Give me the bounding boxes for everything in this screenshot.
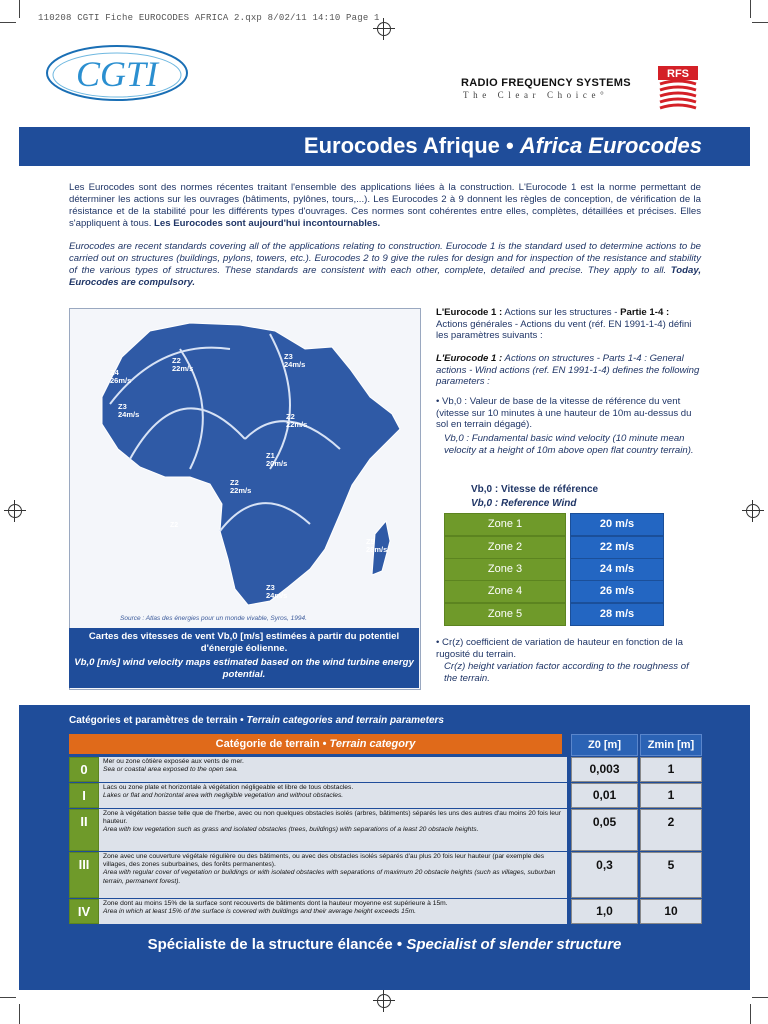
terrain-row-zmin: 1 bbox=[640, 757, 702, 782]
rfs-tagline: The Clear Choice° bbox=[463, 90, 609, 100]
terrain-row-id: II bbox=[69, 809, 99, 851]
crop-mark bbox=[0, 997, 16, 998]
crop-mark bbox=[19, 1004, 20, 1024]
terrain-row-z0: 0,3 bbox=[571, 852, 638, 898]
map-zone-label: Z2 22m/s bbox=[286, 412, 308, 429]
map-zone-label: Z3 24m/s bbox=[266, 583, 288, 600]
map-zone-label: Z2 22m/s bbox=[172, 356, 194, 373]
terrain-row-description: Zone dont au moins 15% de la surface sont recouverts de bâtiments dont la hauteur moyenne est supérieure à 15m. Area in which at least 15% of the surface is covered with buildings and their average height exceeds 15m. bbox=[99, 899, 567, 924]
terrain-row-z0: 1,0 bbox=[571, 899, 638, 924]
eurocode-description-french: L'Eurocode 1 : Actions sur les structures - Partie 1-4 : Actions générales - Actions du vent (réf. EN 1991-1-4) défini les paramètres suivants : bbox=[436, 307, 692, 341]
rfs-logo-text: RFS bbox=[667, 68, 689, 80]
crop-mark bbox=[0, 22, 16, 23]
map-zone-label: Z3 24m/s bbox=[284, 352, 306, 369]
crop-mark bbox=[750, 0, 751, 18]
crz-english: Cr(z) height variation factor according to the roughness of the terrain. bbox=[444, 661, 689, 684]
crop-mark bbox=[750, 1004, 751, 1024]
terrain-row-id: I bbox=[69, 783, 99, 808]
zone-speed: 26 m/s bbox=[570, 580, 664, 603]
terrain-row-id: III bbox=[69, 852, 99, 898]
zone-speed: 20 m/s bbox=[570, 513, 664, 536]
zone-label: Zone 1 bbox=[444, 513, 566, 536]
zone-label: Zone 3 bbox=[444, 558, 566, 581]
terrain-row-description: Mer ou zone côtière exposée aux vents de mer. Sea or coastal area exposed to the open sea. bbox=[99, 757, 567, 782]
cgti-logo bbox=[44, 42, 190, 104]
map-caption bbox=[69, 628, 419, 688]
terrain-row-description: Zone à végétation basse telle que de l'herbe, avec ou non quelques obstacles isolés (arbres, bâtiments) séparés les uns des autres d'au moins 20 fois leur hauteur. Area with low vegetation such as grass and isolated obstacles (trees, buildings) with separations of a least 20 obstacle heights. bbox=[99, 809, 567, 851]
map-caption-english: Vb,0 [m/s] wind velocity maps estimated based on the wind turbine energy potential. bbox=[74, 657, 414, 680]
terrain-row-id: IV bbox=[69, 899, 99, 924]
terrain-row-z0: 0,003 bbox=[571, 757, 638, 782]
terrain-row-zmin: 1 bbox=[640, 783, 702, 808]
map-zone-label: Z4 26m/s bbox=[110, 368, 132, 385]
zones-table-title: Vb,0 : Vitesse de référence Vb,0 : Reference Wind bbox=[471, 484, 599, 509]
registration-mark bbox=[742, 500, 764, 522]
page-title: Eurocodes Afrique • Africa Eurocodes bbox=[303, 133, 702, 158]
crz-definition bbox=[436, 637, 700, 685]
terrain-row-description: Zone avec une couverture végétale régulière ou des bâtiments, ou avec des obstacles isolés séparés d'au plus 20 fois leur hauteur (par exemple des villages, des zones suburbaines, des forêts permanentes). Area with regular cover of vegetation or buildings or with isolated obstacles with separations of maximum 20 obstacle heights (such as villages, suburban terrain, permanent forest). bbox=[99, 852, 567, 898]
rfs-company-name: RADIO FREQUENCY SYSTEMS bbox=[461, 77, 631, 89]
cgti-logo-text: CGTI bbox=[75, 54, 159, 94]
crop-mark bbox=[19, 0, 20, 18]
map-zone-label: Z1 20m/s bbox=[266, 451, 288, 468]
terrain-row-zmin: 10 bbox=[640, 899, 702, 924]
map-zone-label: Z2 22m/s bbox=[230, 478, 252, 495]
svg-text:Z2: Z2 bbox=[170, 522, 179, 529]
registration-mark bbox=[373, 18, 395, 40]
footer-slogan: Spécialiste de la structure élancée • Specialist of slender structure bbox=[147, 936, 622, 953]
zone-label: Zone 5 bbox=[444, 603, 566, 626]
zone-label: Zone 2 bbox=[444, 536, 566, 559]
title-banner bbox=[19, 127, 750, 166]
zmin-column-header: Zmin [m] bbox=[640, 734, 702, 756]
eurocode-description-english: L'Eurocode 1 : Actions on structures - Parts 1-4 : General actions - Wind actions (ref. EN 1991-1-4) defines the following parameters : bbox=[436, 353, 700, 387]
crop-mark bbox=[752, 22, 768, 23]
zone-label: Zone 4 bbox=[444, 580, 566, 603]
zone-speed: 22 m/s bbox=[570, 536, 664, 559]
zone-speed: 24 m/s bbox=[570, 558, 664, 581]
vb-definition-english: Vb,0 : Fundamental basic wind velocity (10 minute mean velocity at a height of 10m above open flat country terrain). bbox=[444, 433, 694, 456]
map-source: Source : Atlas des énergies pour un monde vivable, Syros, 1994. bbox=[120, 615, 307, 622]
terrain-row-zmin: 2 bbox=[640, 809, 702, 851]
terrain-row-z0: 0,01 bbox=[571, 783, 638, 808]
terrain-section-title: Catégories et paramètres de terrain • Terrain categories and terrain parameters bbox=[69, 715, 444, 726]
terrain-section bbox=[19, 705, 750, 990]
africa-map-graphic bbox=[70, 309, 420, 629]
crz-french: • Cr(z) coefficient de variation de hauteur en fonction de la rugosité du terrain. bbox=[436, 637, 683, 660]
registration-mark bbox=[4, 500, 26, 522]
terrain-row-zmin: 5 bbox=[640, 852, 702, 898]
crop-mark bbox=[752, 997, 768, 998]
zone-speed: 28 m/s bbox=[570, 603, 664, 626]
terrain-category-header: Catégorie de terrain • Terrain category bbox=[69, 734, 562, 754]
registration-mark bbox=[373, 990, 395, 1012]
intro-english: Eurocodes are recent standards covering all of the applications relating to construction. Eurocode 1 is the standard used to determine actions to be carried out on structures (buildings, pylons, towers, etc.). Eurocodes 2 to 9 give the rules for design and for inspection of the resistance and stability of the various types of structures. These standards are consistent with each other, complete, detailed and precise. They apply to all. Today, Eurocodes are compulsory. bbox=[69, 241, 701, 288]
vb-definition-french: • Vb,0 : Valeur de base de la vitesse de référence du vent (vitesse sur 10 minutes à une hauteur de 10m au-dessus du sol en terrain dégagé). bbox=[436, 396, 692, 430]
terrain-row-id: 0 bbox=[69, 757, 99, 782]
map-zone-label: Z3 24m/s bbox=[118, 402, 140, 419]
map-zone-label: Z5 28m/s bbox=[366, 537, 388, 554]
terrain-row-description: Lacs ou zone plate et horizontale à végétation négligeable et libre de tous obstacles. Lakes or flat and horizontal area with negligible vegetation and without obstacles. bbox=[99, 783, 567, 808]
rfs-logo-icon bbox=[658, 66, 698, 110]
map-caption-french: Cartes des vitesses de vent Vb,0 [m/s] estimées à partir du potentiel d'énergie éolienne. bbox=[88, 631, 400, 654]
print-header: 110208 CGTI Fiche EUROCODES AFRICA 2.qxp 8/02/11 14:10 Page 1 bbox=[38, 13, 380, 23]
terrain-row-z0: 0,05 bbox=[571, 809, 638, 851]
z0-column-header: Z0 [m] bbox=[571, 734, 638, 756]
intro-french: Les Eurocodes sont des normes récentes traitant l'ensemble des applications liées à la construction. L'Eurocode 1 est la norme permettant de déterminer les actions sur les ouvrages (bâtiments, pylônes, tours,...). Les Eurocodes 2 à 9 donnent les règles de conception, de vérification de la résistance et de la stabilité pour les différents types d'ouvrages. Ces normes sont cohérentes entre elles, complètes, détaillées et précises. Elles s'appliquent à tous. Les Eurocodes sont aujourd'hui incontournables. bbox=[69, 182, 701, 229]
